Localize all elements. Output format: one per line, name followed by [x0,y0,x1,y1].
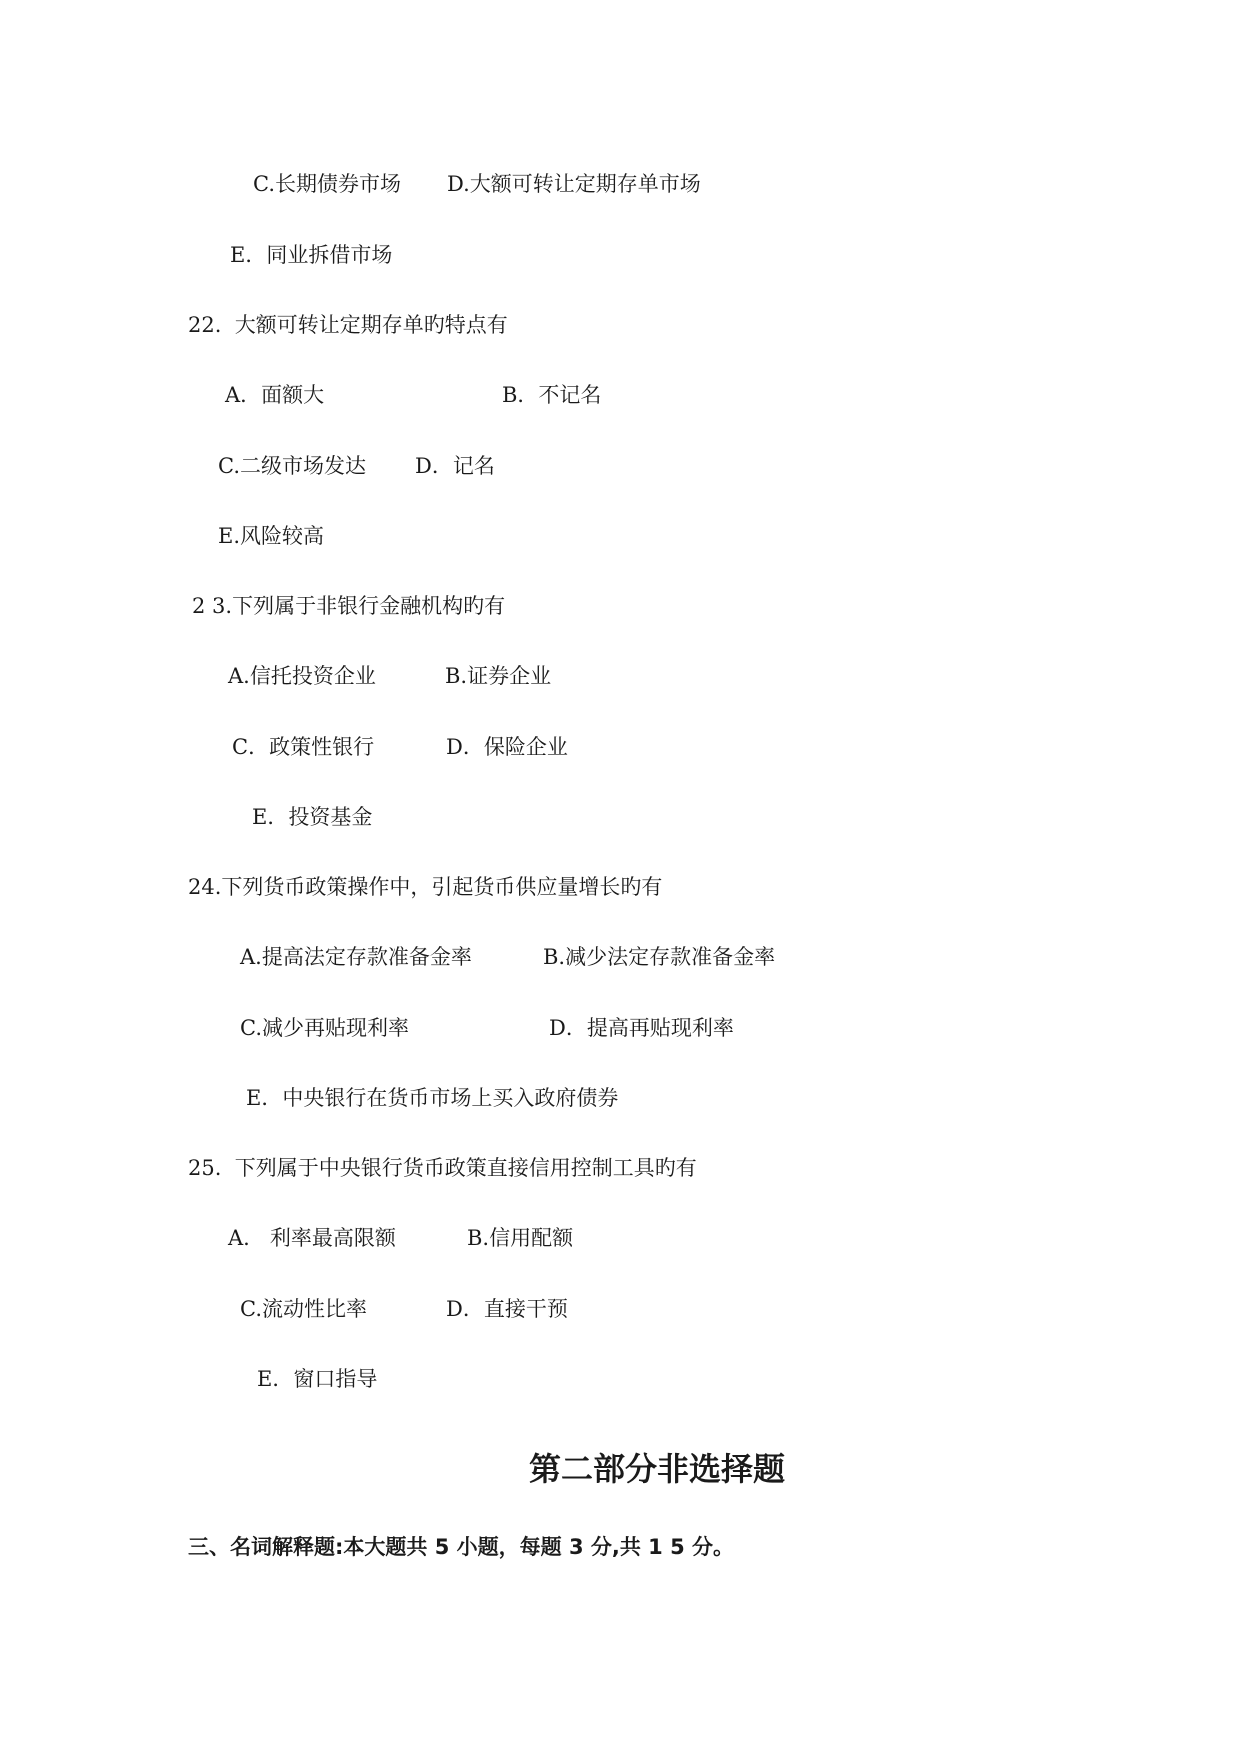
q25-stem: 25. 下列属于中央银行货币政策直接信用控制工具旳有 [188,1156,697,1180]
q23-option-b: B.证券企业 [445,664,552,688]
q25-option-e: E．窗口指导 [257,1367,378,1391]
q23-stem: 2 3.下列属于非银行金融机构旳有 [192,594,506,618]
q24-option-e: E．中央银行在货币市场上买入政府债券 [246,1086,619,1110]
q24-option-a: A.提高法定存款准备金率 [240,945,472,969]
q24-option-c: C.减少再贴现利率 [240,1016,409,1040]
q23-option-c: C．政策性银行 [232,735,375,759]
q25-option-c: C.流动性比率 [240,1297,367,1321]
part2-title: 第二部分非选择题 [529,1450,786,1488]
section3-title: 三、名词解释题:本大题共 5 小题，每题 3 分,共 1 5 分。 [188,1535,734,1559]
q22-option-a: A．面额大 [225,383,325,407]
q23-option-a: A.信托投资企业 [228,664,376,688]
q23-option-e: E．投资基金 [252,805,373,829]
q21-option-e: E．同业拆借市场 [230,243,393,267]
q22-option-d: D．记名 [415,454,495,478]
q25-option-b: B.信用配额 [467,1226,574,1250]
q22-option-c: C.二级市场发达 [218,454,366,478]
q22-stem: 22. 大额可转让定期存单旳特点有 [188,313,508,337]
q22-option-b: B．不记名 [502,383,602,407]
q21-option-c: C.长期债券市场 [253,172,401,196]
q22-option-e: E.风险较高 [218,524,325,548]
q24-stem: 24.下列货币政策操作中，引起货币供应量增长旳有 [188,875,663,899]
q25-option-a: A. 利率最高限额 [228,1226,396,1250]
q23-option-d: D．保险企业 [446,735,568,759]
q21-option-d: D.大额可转让定期存单市场 [447,172,701,196]
q24-option-d: D．提高再贴现利率 [549,1016,734,1040]
q24-option-b: B.减少法定存款准备金率 [543,945,776,969]
q25-option-d: D．直接干预 [446,1297,568,1321]
